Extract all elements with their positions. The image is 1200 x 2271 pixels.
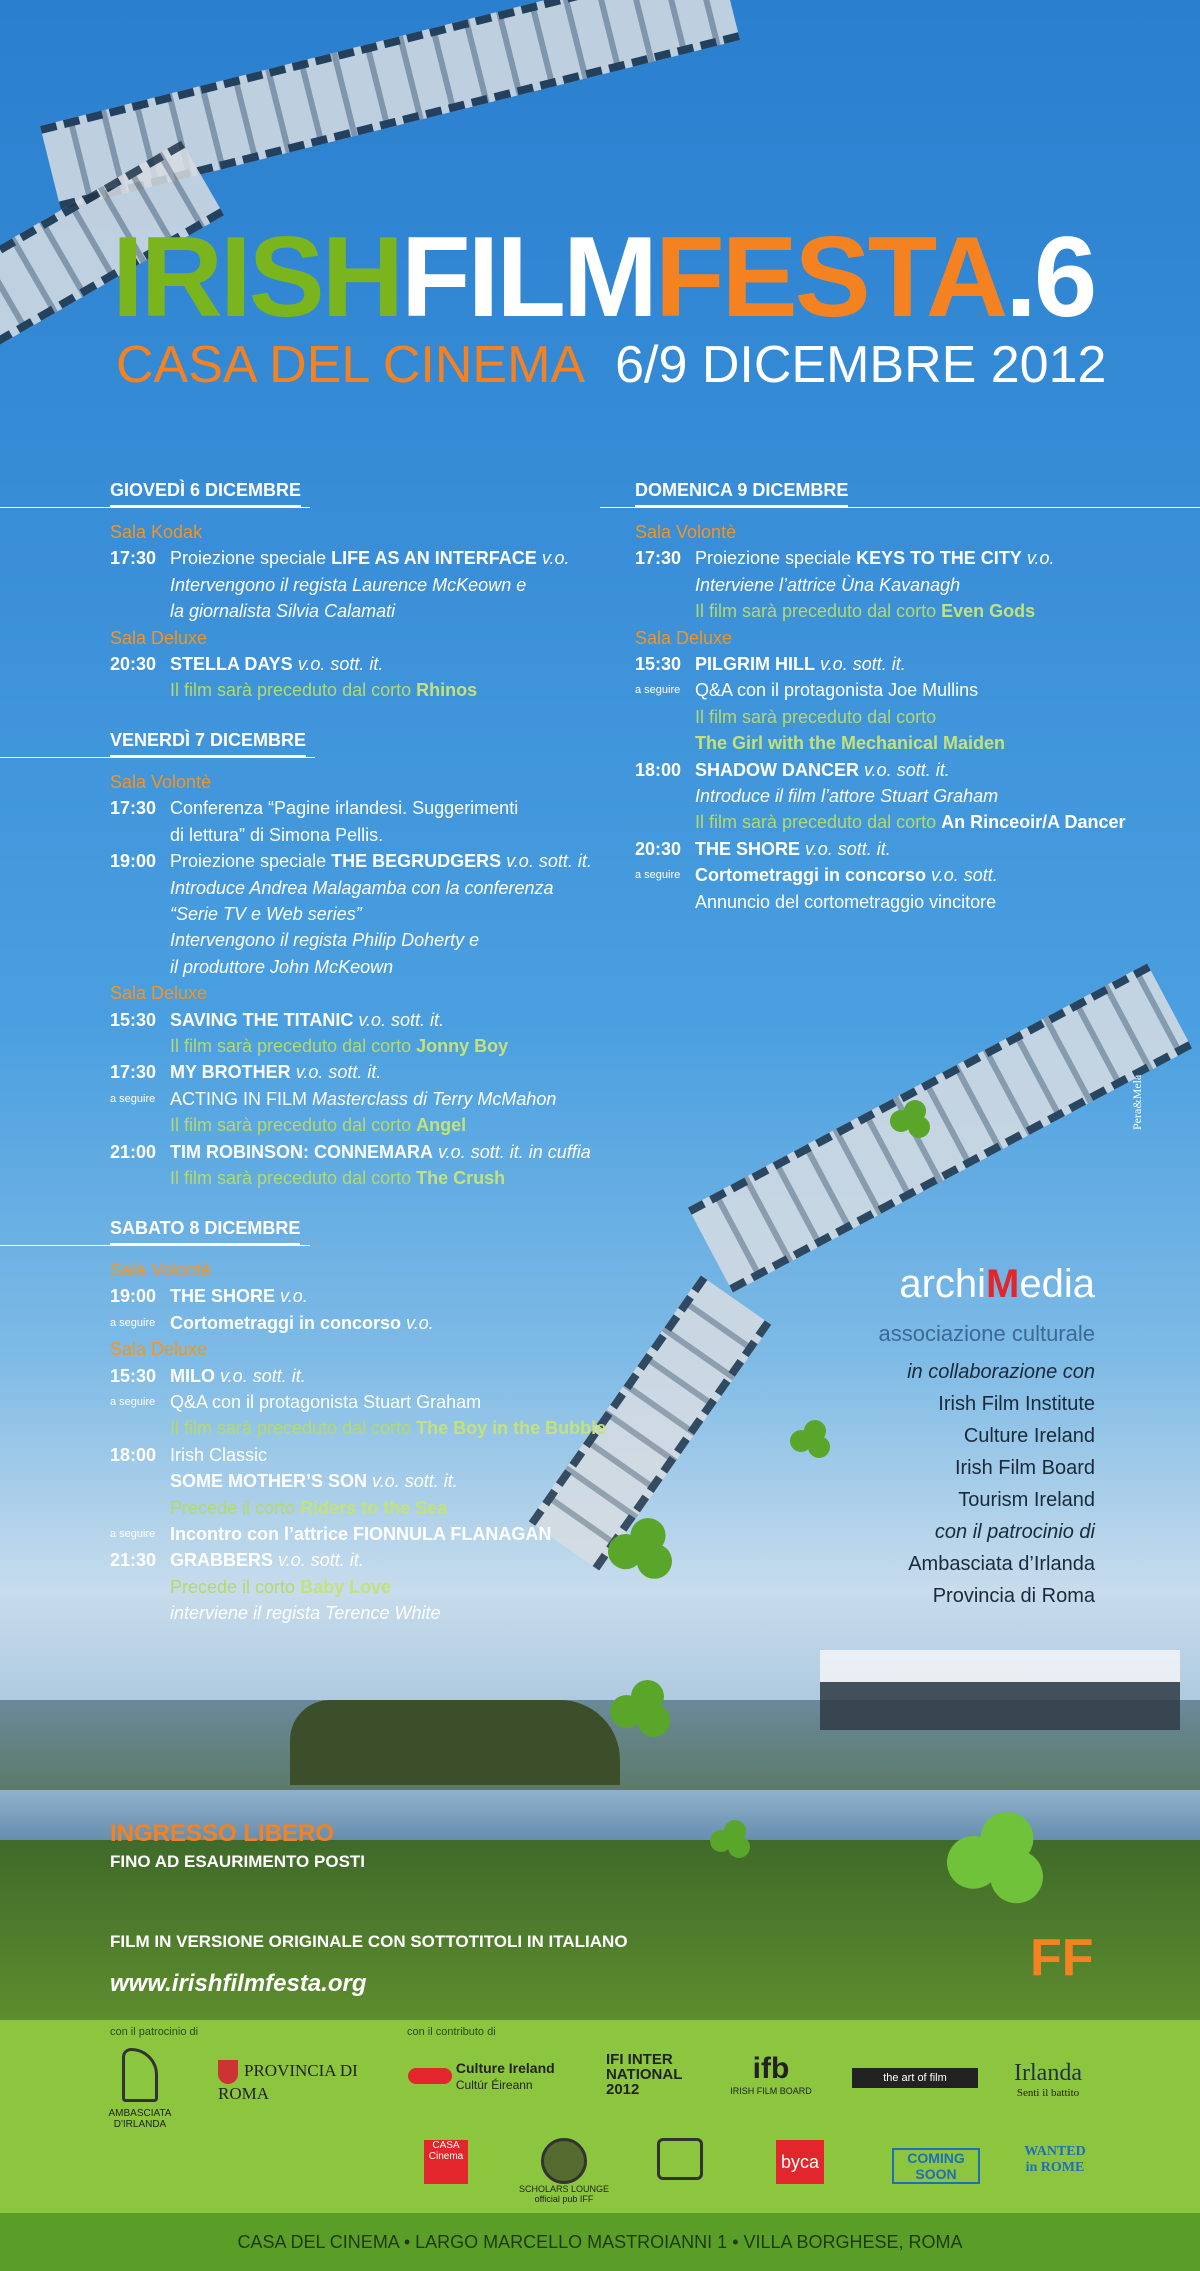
program-sun — [635, 519, 1195, 915]
version: v.o. sott. it. — [220, 1365, 306, 1386]
sala-label: Sala Deluxe — [635, 627, 733, 648]
website-link[interactable]: www.irishfilmfesta.org — [110, 1970, 367, 1997]
short-note: Precede il corto — [170, 1576, 296, 1597]
sala-label: Sala Volontè — [110, 1260, 212, 1280]
time: 20:30 — [635, 838, 682, 859]
event-text: Q&A con il protagonista Stuart Graham — [170, 1392, 482, 1413]
collab-item: Tourism Ireland — [958, 1489, 1095, 1511]
festival-title — [112, 212, 1094, 343]
sala-label: Sala Volontè — [110, 772, 212, 792]
list-item — [110, 651, 600, 677]
ff-shamrock-icon — [947, 1812, 1043, 1908]
sala-label: Sala Volontè — [635, 522, 737, 542]
list-item — [110, 1521, 650, 1547]
collab-label: in collaborazione con — [907, 1361, 1095, 1383]
swoosh-icon — [408, 2068, 452, 2084]
logo-text: Irlanda — [1014, 2060, 1082, 2086]
day-header-sun: DOMENICA 9 DICEMBRE — [635, 480, 848, 507]
address-bar: CASA DEL CINEMA • LARGO MARCELLO MASTROIANNI 1 • VILLA BORGHESE, ROMA — [0, 2213, 1200, 2271]
ifb-logo — [726, 2052, 816, 2096]
hotel-crest-icon — [657, 2138, 703, 2180]
list-item — [110, 848, 630, 874]
film-title: MY BROTHER — [170, 1062, 291, 1083]
event-note: la giornalista Silvia Calamati — [170, 601, 396, 622]
list-item — [635, 836, 1195, 862]
a-seguire: a seguire — [110, 1316, 156, 1329]
event-text: Proiezione speciale — [695, 548, 852, 569]
byca-logo: byca — [776, 2140, 824, 2184]
short-title: The Crush — [416, 1168, 506, 1189]
event-text: di lettura” di Simona Pellis. — [170, 824, 384, 845]
version: v.o. sott. it. — [297, 654, 384, 675]
rule-thu — [0, 507, 310, 508]
version: v.o. sott. it. — [372, 1471, 458, 1492]
shamrock-icon — [608, 1518, 672, 1582]
a-seguire: a seguire — [110, 1092, 156, 1105]
list-item — [110, 1059, 630, 1085]
footer-logos — [0, 2020, 1200, 2213]
event-note: Intervengono il regista Philip Doherty e — [170, 930, 480, 951]
archimedia-logo — [855, 1262, 1095, 1307]
film-title: THE SHORE — [695, 838, 801, 859]
version: v.o. sott. — [931, 865, 998, 886]
film-title: LIFE AS AN INTERFACE — [331, 548, 537, 569]
patronage-item: Provincia di Roma — [932, 1585, 1095, 1607]
short-title: Jonny Boy — [416, 1036, 509, 1057]
ifi-logo: IFI INTER NATIONAL 2012 — [606, 2051, 683, 2098]
logo-part: archi — [899, 1262, 987, 1306]
day-header-sat: SABATO 8 DICEMBRE — [110, 1218, 300, 1245]
time: 15:30 — [635, 654, 682, 675]
version: v.o. sott. it. — [358, 1009, 445, 1030]
version: v.o. — [406, 1312, 434, 1333]
film-title: THE SHORE — [170, 1286, 276, 1307]
collab-item: Irish Film Board — [954, 1457, 1095, 1479]
version: v.o. — [280, 1286, 308, 1307]
coming-soon-logo: COMING SOON — [892, 2148, 980, 2184]
seat-limit: FINO AD ESAURIMENTO POSTI — [110, 1852, 366, 1871]
sala-label: Sala Deluxe — [110, 983, 208, 1004]
contrib-footer-label: con il contributo di — [407, 2026, 496, 2038]
list-item — [110, 1283, 650, 1309]
patronage-footer-label: con il patrocinio di — [110, 2026, 199, 2038]
wanted-in-rome-logo: WANTED in ROME — [1024, 2144, 1086, 2175]
sponsor-list — [740, 1318, 1095, 1612]
event-text: ACTING IN FILM — [170, 1088, 308, 1109]
collab-item: Irish Film Institute — [938, 1393, 1095, 1415]
event-note: “Serie TV e Web series” — [170, 904, 362, 925]
short-title: Baby Love — [300, 1576, 392, 1597]
logo-text: AMBASCIATA D'IRLANDA — [108, 2108, 172, 2130]
short-note: Il film sarà preceduto dal corto — [170, 1168, 412, 1189]
short-note: Precede il corto — [170, 1497, 296, 1518]
event-text: Q&A con il protagonista Joe Mullins — [695, 680, 979, 701]
org-subtitle: associazione culturale — [878, 1321, 1095, 1346]
short-note: Il film sarà preceduto dal corto — [170, 1115, 412, 1136]
logo-part: M — [986, 1262, 1020, 1306]
irlanda-logo — [998, 2060, 1098, 2099]
film-title: Cortometraggi in concorso — [695, 865, 927, 886]
list-item — [110, 1086, 630, 1112]
day-header-thu: GIOVEDÌ 6 DICEMBRE — [110, 480, 301, 507]
list-item — [110, 1007, 630, 1033]
list-item — [110, 1442, 650, 1468]
list-item — [635, 862, 1195, 888]
event-text: Annuncio del cortometraggio vincitore — [695, 891, 997, 912]
version: v.o. sott. it. — [295, 1062, 382, 1083]
arts-council-logo: the art of film — [852, 2068, 978, 2088]
scholars-logo — [516, 2138, 612, 2204]
film-title: STELLA DAYS — [170, 654, 293, 675]
culture-ireland-logo — [408, 2060, 578, 2092]
rule-sat — [0, 1245, 310, 1246]
event-note: Introduce il film l’attore Stuart Graham — [695, 786, 999, 807]
title-irish: IRISH — [112, 214, 402, 341]
short-title: Angel — [416, 1115, 467, 1136]
version: v.o. sott. it. — [820, 654, 906, 675]
list-item — [110, 1389, 650, 1415]
patronage-item: Ambasciata d’Irlanda — [908, 1553, 1095, 1575]
time: 18:00 — [635, 759, 682, 780]
short-note: Il film sarà preceduto dal corto — [695, 601, 937, 622]
time: 21:30 — [110, 1550, 157, 1571]
time: 15:30 — [110, 1009, 157, 1030]
ff-logo — [1030, 1928, 1094, 1988]
list-item — [110, 1310, 650, 1336]
version: v.o. sott. it. — [278, 1550, 364, 1571]
time: 15:30 — [110, 1365, 157, 1386]
list-item — [635, 677, 1195, 703]
a-seguire: a seguire — [110, 1396, 156, 1409]
time: 19:00 — [110, 1286, 157, 1307]
shamrock-icon — [610, 1680, 670, 1740]
festival-subtitle — [116, 335, 1106, 395]
program-sat — [110, 1257, 650, 1627]
event-note: Interviene l’attrice Ùna Kavanagh — [695, 574, 961, 595]
short-title: Riders to the Sea — [300, 1497, 448, 1518]
rule-fri — [0, 757, 315, 758]
free-entry: INGRESSO LIBERO — [110, 1820, 335, 1847]
film-title: PILGRIM HILL — [695, 654, 815, 675]
list-item — [110, 1139, 630, 1165]
film-strip-mid — [688, 964, 1192, 1293]
film-title: TIM ROBINSON: CONNEMARA — [170, 1141, 433, 1162]
venue: CASA DEL CINEMA — [116, 336, 586, 394]
short-title: The Girl with the Mechanical Maiden — [695, 733, 1006, 754]
version: v.o. sott. it. — [506, 851, 592, 872]
a-seguire: a seguire — [635, 869, 681, 882]
dates: 6/9 DICEMBRE 2012 — [615, 336, 1107, 394]
time: 17:30 — [635, 548, 682, 569]
short-title: Even Gods — [941, 601, 1036, 622]
short-title: The Boy in the Bubble — [416, 1418, 607, 1439]
shamrock-icon — [710, 1820, 750, 1860]
logo-text: ifb — [752, 2052, 790, 2085]
event-text: Incontro con l’attrice FIONNULA FLANAGAN — [170, 1524, 552, 1545]
event-note: Masterclass di Terry McMahon — [312, 1088, 557, 1109]
event-note: interviene il regista Terence White — [170, 1603, 441, 1624]
list-item — [110, 1363, 650, 1389]
list-item — [635, 651, 1195, 677]
short-note: Il film sarà preceduto dal corto — [170, 680, 412, 701]
version: v.o. sott. it. — [805, 838, 891, 859]
event-note: Introduce Andrea Malagamba con la conferenza — [170, 877, 554, 898]
event-text: Conferenza “Pagine irlandesi. Suggerimenti — [170, 798, 519, 819]
short-note: Il film sarà preceduto dal corto — [170, 1036, 412, 1057]
logo-text: Senti il battito — [1016, 2087, 1080, 2099]
sala-label: Sala Deluxe — [110, 627, 208, 648]
sala-label: Sala Deluxe — [110, 1339, 208, 1360]
event-text: Irish Classic — [170, 1444, 268, 1465]
patronage-label: con il patrocinio di — [934, 1521, 1095, 1543]
rule-sun — [600, 507, 1200, 508]
version: v.o. — [1026, 548, 1055, 569]
event-text: Proiezione speciale — [170, 851, 327, 872]
list-item — [110, 1547, 650, 1573]
logo-text: Culture Ireland — [455, 2060, 555, 2076]
program-thu — [110, 519, 600, 704]
logo-text: IRISH FILM BOARD — [730, 2086, 812, 2096]
event-note: Intervengono il regista Laurence McKeown e — [170, 574, 527, 595]
ff-text: FF — [1030, 1929, 1094, 1987]
list-item — [110, 545, 600, 571]
film-title: KEYS TO THE CITY — [856, 548, 1022, 569]
a-seguire: a seguire — [635, 684, 681, 697]
headland — [290, 1700, 620, 1785]
short-note: Il film sarà preceduto dal corto — [170, 1418, 412, 1439]
subtitles-note: FILM IN VERSIONE ORIGINALE CON SOTTOTITOLI IN ITALIANO — [110, 1932, 628, 1951]
version: v.o. — [541, 548, 570, 569]
film-title: SOME MOTHER’S SON — [170, 1471, 368, 1492]
event-text: Proiezione speciale — [170, 548, 327, 569]
logo-text: SCHOLARS LOUNGE — [518, 2184, 610, 2194]
time: 17:30 — [110, 1062, 157, 1083]
provincia-logo — [218, 2060, 358, 2104]
program-fri — [110, 769, 630, 1192]
film-title: Cortometraggi in concorso — [170, 1312, 402, 1333]
logo-part: edia — [1019, 1262, 1095, 1306]
title-film: FILM — [401, 214, 655, 341]
casa-cinema-logo: CASA Cinema — [424, 2140, 468, 2184]
short-note: Il film sarà preceduto dal corto — [695, 812, 937, 833]
short-title: An Rinceoir/A Dancer — [941, 812, 1126, 833]
scholars-badge-icon — [541, 2138, 587, 2184]
sala-label: Sala Kodak — [110, 522, 203, 542]
harp-icon — [122, 2048, 158, 2102]
collab-item: Culture Ireland — [963, 1425, 1095, 1447]
version: v.o. sott. it. in cuffia — [438, 1141, 591, 1162]
film-title: SHADOW DANCER — [695, 759, 859, 780]
time: 20:30 — [110, 654, 157, 675]
logo-text: PROVINCIA DI ROMA — [218, 2060, 358, 2103]
version: v.o. sott. it. — [864, 759, 950, 780]
event-note: il produttore John McKeown — [170, 956, 394, 977]
time: 18:00 — [110, 1444, 157, 1465]
crest-icon — [218, 2060, 238, 2084]
film-title: MILO — [170, 1365, 215, 1386]
time: 21:00 — [110, 1141, 157, 1162]
shamrock-icon — [890, 1100, 930, 1140]
hotel-logo — [652, 2138, 708, 2190]
time: 19:00 — [110, 851, 157, 872]
short-title: Rhinos — [416, 680, 478, 701]
film-title: SAVING THE TITANIC — [170, 1009, 354, 1030]
list-item — [635, 545, 1195, 571]
time: 17:30 — [110, 798, 157, 819]
film-title: GRABBERS — [170, 1550, 274, 1571]
ambasciata-logo — [100, 2048, 180, 2130]
film-title: THE BEGRUDGERS — [331, 851, 502, 872]
title-edition: .6 — [1005, 214, 1095, 341]
list-item — [110, 795, 630, 821]
houses — [820, 1650, 1180, 1730]
short-note: Il film sarà preceduto dal corto — [695, 706, 937, 727]
time: 17:30 — [110, 548, 157, 569]
title-festa: FESTA — [654, 214, 1006, 341]
logo-text: official pub IFF — [534, 2194, 594, 2204]
day-header-fri: VENERDÌ 7 DICEMBRE — [110, 730, 306, 757]
logo-text: Cultúr Éireann — [455, 2078, 533, 2092]
list-item — [635, 757, 1195, 783]
a-seguire: a seguire — [110, 1528, 156, 1541]
photo-credit: Pera&Mela — [1130, 1074, 1144, 1130]
